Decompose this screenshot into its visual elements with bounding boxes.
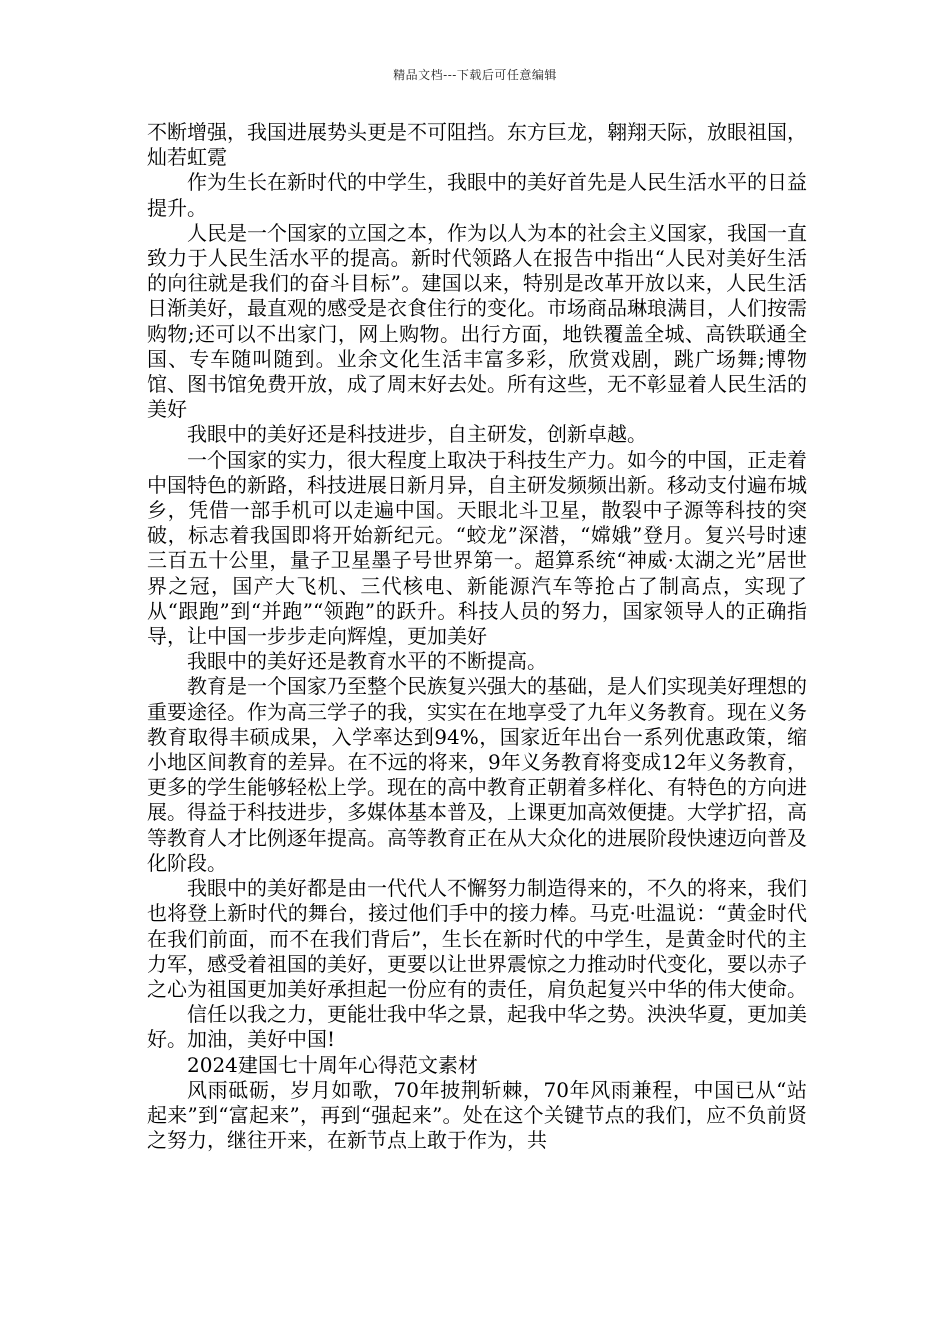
paragraph: 不断增强，我国进展势头更是不可阻挡。东方巨龙，翱翔天际，放眼祖国，灿若虹霓: [147, 120, 807, 170]
paragraph: 人民是一个国家的立国之本，作为以人为本的社会主义国家，我国一直致力于人民生活水平的提高。新时代领路人在报告中指出“人民对美好生活的向往就是我们的奋斗目标”。建国以来，特别是改革开放以来，人民生活日渐美好，最直观的感受是衣食住行的变化。市场商品琳琅满目，人们按需购物;还可以不出家门，网上购物。出行方面，地铁覆盖全城、高铁联通全国、专车随叫随到。业余文化生活丰富多彩，欣赏戏剧，跳广场舞;博物馆、图书馆免费开放，成了周末好去处。所有这些，无不彰显着人民生活的美好: [147, 220, 807, 422]
paragraph: 风雨砥砺，岁月如歌，70年披荆斩棘，70年风雨兼程，中国已从“站起来”到“富起来”，再到“强起来”。处在这个关键节点的我们，应不负前贤之努力，继往开来，在新节点上敢于作为，共: [147, 1077, 807, 1153]
document-body: [147, 120, 807, 1153]
paragraph: 信任以我之力，更能壮我中华之景，起我中华之势。泱泱华夏，更加美好。加油，美好中国!: [147, 1002, 807, 1052]
paragraph: 一个国家的实力，很大程度上取决于科技生产力。如今的中国，正走着中国特色的新路，科技进展日新月异，自主研发频频出新。移动支付遍布城乡，凭借一部手机可以走遍中国。天眼北斗卫星，散裂中子源等科技的突破，标志着我国即将开始新纪元。“蛟龙”深潜，“嫦娥”登月。复兴号时速三百五十公里，量子卫星墨子号世界第一。超算系统“神威·太湖之光”居世界之冠，国产大飞机、三代核电、新能源汽车等抢占了制高点，实现了从“跟跑”到“并跑”“领跑”的跃升。科技人员的努力，国家领导人的正确指导，让中国一步步走向辉煌，更加美好: [147, 447, 807, 649]
paragraph: 作为生长在新时代的中学生，我眼中的美好首先是人民生活水平的日益提升。: [147, 170, 807, 220]
paragraph: 我眼中的美好都是由一代代人不懈努力制造得来的，不久的将来，我们也将登上新时代的舞台，接过他们手中的接力棒。马克·吐温说：“黄金时代在我们前面，而不在我们背后”，生长在新时代的中学生，是黄金时代的主力军，感受着祖国的美好，更要以让世界震惊之力推动时代变化，要以赤子之心为祖国更加美好承担起一份应有的责任，肩负起复兴中华的伟大使命。: [147, 876, 807, 1001]
section-title: 2024建国七十周年心得范文素材: [187, 1052, 478, 1077]
paragraph: 我眼中的美好还是教育水平的不断提高。: [187, 649, 547, 674]
page-header: 精品文档---下载后可任意编辑: [393, 68, 557, 82]
paragraph: 教育是一个国家乃至整个民族复兴强大的基础，是人们实现美好理想的重要途径。作为高三学子的我，实实在在地享受了九年义务教育。现在义务教育取得丰硕成果，入学率达到94%，国家近年出台一系列优惠政策，缩小地区间教育的差异。在不远的将来，9年义务教育将变成12年义务教育，更多的学生能够轻松上学。现在的高中教育正朝着多样化、有特色的方向进展。得益于科技进步，多媒体基本普及，上课更加高效便捷。大学扩招，高等教育人才比例逐年提高。高等教育正在从大众化的进展阶段快速迈向普及化阶段。: [147, 674, 807, 875]
paragraph: 我眼中的美好还是科技进步，自主研发，创新卓越。: [187, 422, 647, 447]
